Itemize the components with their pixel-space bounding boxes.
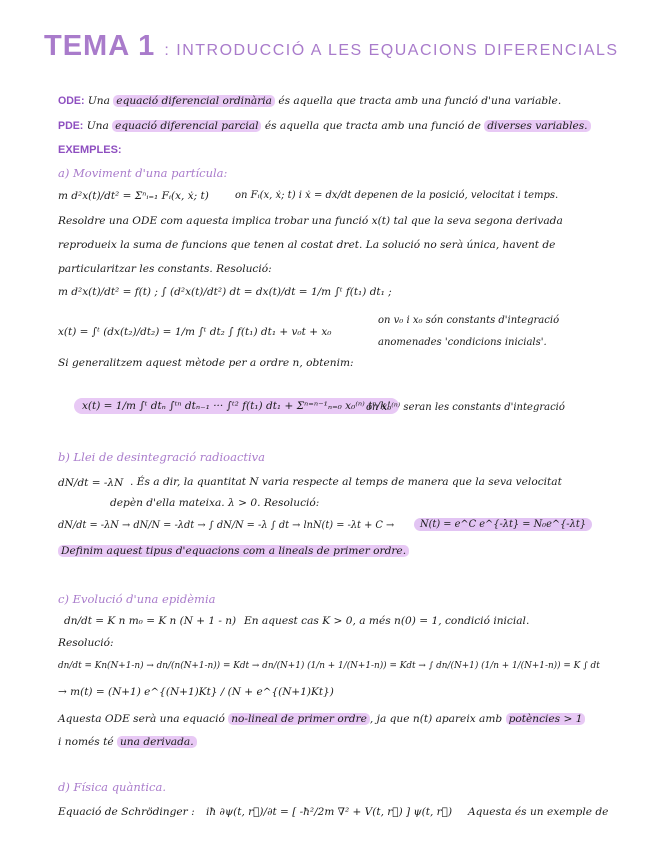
ode-tag: ODE: [58,95,85,107]
section-d-p1-post: Aquesta és un exemple de [468,806,609,818]
section-a-p3: particularitzar les constants. Resolució: [58,263,272,275]
pde-highlight: equació diferencial parcial [112,120,261,132]
ode-definition [58,95,561,107]
section-a-p2: reprodueix la suma de funcions que tenen al costat dret. La solució no serà única, havent de [58,239,556,251]
pde-text-pre: Una [86,120,113,132]
section-a-eq4-note: on x₀⁽ⁿ⁾ seran les constants d'integració [366,402,565,413]
pde-definition [58,120,591,132]
section-a-eq2: m d²x(t)/dt² = f(t) ; ∫ (d²x(t)/dt²) dt = dx(t)/dt = 1/m ∫ᵗ f(t₁) dt₁ ; [58,286,392,298]
ode-text-post: és aquella que tracta amb una funció d'una variable. [274,95,562,107]
section-a-title: a) Moviment d'una partícula: [58,166,228,180]
examples-heading: EXEMPLES: [58,144,122,156]
section-d-eq1: iħ ∂ψ(t, r⃗)/∂t = [ -ħ²/2m ∇² + V(t, r⃗) ] ψ(t, r⃗) [206,806,453,818]
section-c-eq3: → m(t) = (N+1) e^{(N+1)Kt} / (N + e^{(N+1)Kt}) [58,686,334,698]
section-b-p3-wrap [58,545,409,557]
section-a-eq3-note2: anomenades 'condicions inicials'. [378,337,547,348]
title-tema: TEMA 1 [44,30,156,62]
section-c-p3 [58,713,585,725]
section-c-p3-highlight: no-lineal de primer ordre [228,713,370,725]
section-b-p3: Definim aquest tipus d'equacions com a lineals de primer ordre. [58,545,409,557]
section-b-title: b) Llei de desintegració radioactiva [58,450,266,464]
page-title [44,30,619,63]
section-c-p4-pre: i només té [58,736,117,748]
ode-text-pre: Una [87,95,114,107]
section-b-eq1: dN/dt = -λN [58,477,124,489]
section-a-eq3: x(t) = ∫ᵗ (dx(t₂)/dt₂) = 1/m ∫ᵗ dt₂ ∫ f(t₁) dt₁ + v₀t + x₀ [58,326,332,338]
pde-tag: PDE: [58,120,84,132]
title-subtitle: : INTRODUCCIÓ A LES EQUACIONS DIFERENCIALS [164,42,619,59]
ode-highlight: equació diferencial ordinària [113,95,275,107]
section-b-eq2: dN/dt = -λN → dN/N = -λdt → ∫ dN/N = -λ ∫ dt → lnN(t) = -λt + C → [58,520,395,531]
section-b-eq2-result: N(t) = e^C e^{-λt} = N₀e^{-λt} [414,518,592,531]
section-a-eq1: m d²x(t)/dt² = Σⁿᵢ₌₁ Fᵢ(x, ẋ; t) [58,190,209,202]
section-b-p1: . És a dir, la quantitat N varia respecte al temps de manera que la seva velocitat [130,476,562,488]
pde-text-post: és aquella que tracta amb una funció de [261,120,485,132]
section-c-p3-post: , ja que n(t) apareix amb [369,713,506,725]
section-a-eq3-note1: on v₀ i x₀ són constants d'integració [378,315,560,326]
pde-highlight-2: diverses variables. [484,120,590,132]
section-c-p3-pre: Aquesta ODE serà una equació [58,713,229,725]
section-b-p2: depèn d'ella mateixa. λ > 0. Resolució: [110,497,320,509]
section-a-eq4: x(t) = 1/m ∫ᵗ dtₙ ∫ᵗⁿ dtₙ₋₁ ··· ∫ᵗ² f(t₁) dt₁ + Σⁿ⁼ⁿ⁻¹ₙ₌₀ x₀⁽ⁿ⁾ tⁿ/k! [74,398,399,414]
section-a-p4: Si generalitzem aquest mètode per a ordre n, obtenim: [58,357,354,369]
section-a-p1: Resoldre una ODE com aquesta implica trobar una funció x(t) tal que la seva segona derivada [58,215,563,227]
section-c-p4 [58,736,197,748]
section-d-title: d) Física quàntica. [58,780,166,794]
section-c-p4-highlight: una derivada. [117,736,197,748]
section-a-eq4-wrap [74,400,399,412]
section-c-p3-highlight-2: potències > 1 [506,713,586,725]
section-c-eq1: dn/dt = K n m₀ = K n (N + 1 - n) [64,615,237,627]
section-a-eq1-note: on Fᵢ(x, ẋ; t) i ẋ = dx/dt depenen de la posició, velocitat i temps. [235,190,559,201]
section-c-title: c) Evolució d'una epidèmia [58,592,216,606]
section-c-eq2: dn/dt = Kn(N+1-n) → dn/(n(N+1-n)) = Kdt → dn/(N+1) (1/n + 1/(N+1-n)) = Kdt → ∫ dn/(N+1) (1/n + 1/(N+1-n)) = K ∫ dt [58,661,600,671]
section-b-eq2-result-wrap [414,519,592,530]
section-d-p1-pre: Equació de Schrödinger : [58,806,195,818]
section-c-p1: En aquest cas K > 0, a més n(0) = 1, condició inicial. [244,615,530,627]
section-c-p2: Resolució: [58,637,114,649]
